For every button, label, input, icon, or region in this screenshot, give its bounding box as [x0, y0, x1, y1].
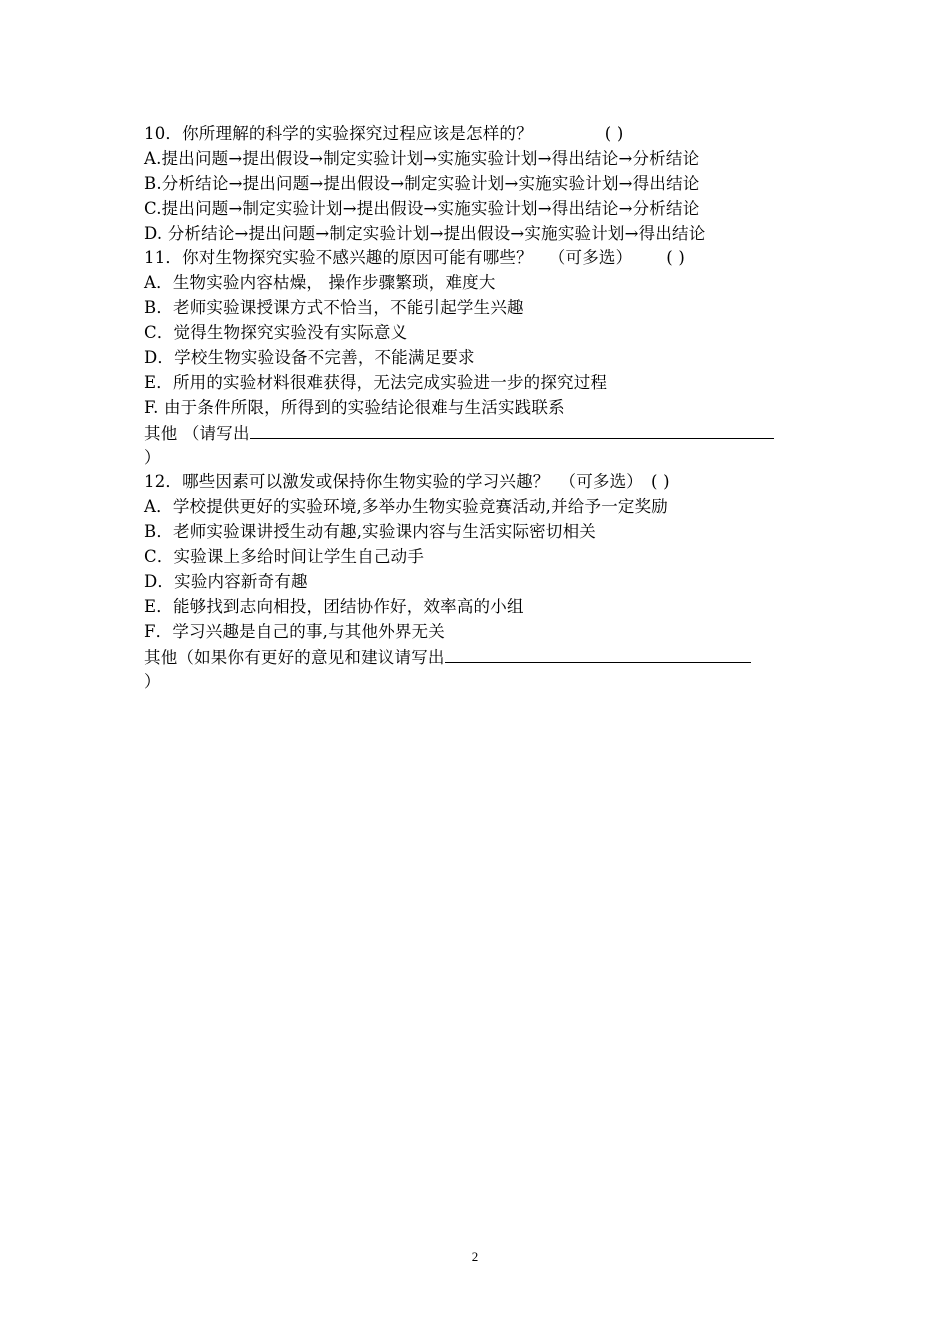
question-12-option-e: E．能够找到志向相投，团结协作好，效率高的小组: [144, 596, 524, 616]
question-10-title: [144, 122, 824, 147]
question-12-other-blank[interactable]: [445, 645, 751, 663]
question-11-other-blank[interactable]: [250, 421, 774, 439]
question-10-option-d: D. 分析结论→提出问题→制定实验计划→提出假设→实施实验计划→得出结论: [144, 223, 706, 243]
question-12-other-close: ）: [144, 671, 161, 691]
question-12-other: [144, 645, 824, 670]
question-11-option-f: F. 由于条件所限，所得到的实验结论很难与生活实践联系: [144, 397, 565, 417]
question-12-option-f: F．学习兴趣是自己的事,与其他外界无关: [144, 621, 445, 641]
question-11-other: [144, 421, 824, 446]
question-11-other-close: ）: [144, 447, 161, 467]
question-10-option-c: C.提出问题→制定实验计划→提出假设→实施实验计划→得出结论→分析结论: [144, 198, 700, 218]
question-12-option-d: D．实验内容新奇有趣: [144, 572, 308, 592]
question-11-title: [144, 246, 824, 271]
question-11-multi-note: （可多选）: [548, 248, 633, 268]
question-11-text: 11．你对生物探究实验不感兴趣的原因可能有哪些？: [144, 248, 533, 268]
question-11-option-e: E．所用的实验材料很难获得，无法完成实验进一步的探究过程: [144, 372, 608, 392]
question-10-text: 10．你所理解的科学的实验探究过程应该是怎样的？: [144, 124, 533, 143]
question-11-option-d: D．学校生物实验设备不完善，不能满足要求: [144, 348, 475, 368]
question-11-answer-paren: ( ): [666, 248, 686, 268]
question-12-title: [144, 470, 824, 495]
page-number: 2: [471, 1249, 479, 1264]
question-12-answer-paren: ( ): [651, 472, 670, 492]
question-11-option-c: C．觉得生物探究实验没有实际意义: [144, 323, 408, 343]
question-10-answer-paren: ( ): [604, 124, 624, 143]
question-11-option-a: A．生物实验内容枯燥， 操作步骤繁琐，难度大: [144, 273, 496, 293]
question-12-option-b: B．老师实验课讲授生动有趣,实验课内容与生活实际密切相关: [144, 522, 596, 542]
question-12-option-a: A．学校提供更好的实验环境,多举办生物实验竞赛活动,并给予一定奖励: [144, 497, 669, 517]
question-11-option-b: B．老师实验课授课方式不恰当，不能引起学生兴趣: [144, 298, 524, 318]
question-11-other-label: 其他 （请写出: [144, 423, 250, 443]
question-10-option-a: A.提出问题→提出假设→制定实验计划→实施实验计划→得出结论→分析结论: [144, 148, 700, 168]
question-10-option-b: B.分析结论→提出问题→提出假设→制定实验计划→实施实验计划→得出结论: [144, 173, 700, 193]
question-12-multi-note: （可多选）: [559, 472, 643, 492]
question-12-option-c: C．实验课上多给时间让学生自己动手: [144, 547, 425, 567]
question-12-other-label: 其他（如果你有更好的意见和建议请写出: [144, 647, 445, 667]
question-12-text: 12．哪些因素可以激发或保持你生物实验的学习兴趣？: [144, 472, 550, 492]
questionnaire-body: [144, 122, 824, 694]
